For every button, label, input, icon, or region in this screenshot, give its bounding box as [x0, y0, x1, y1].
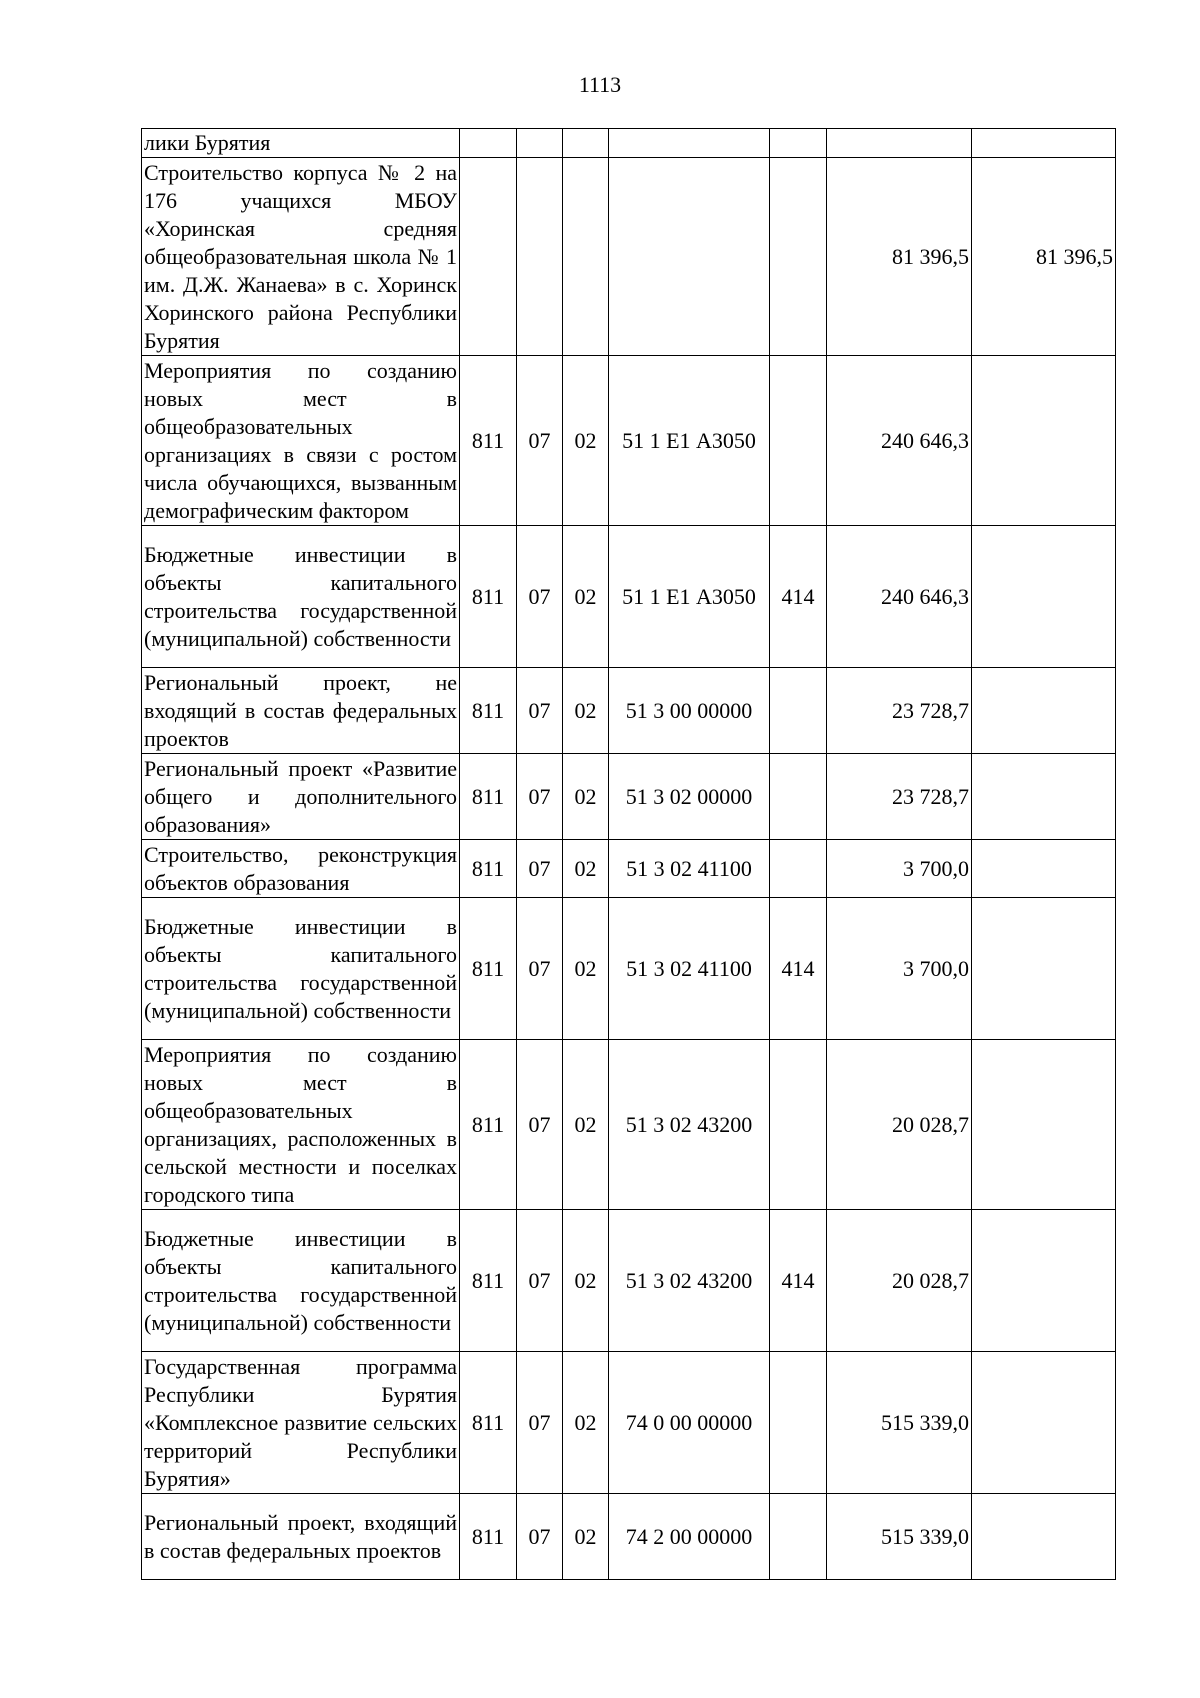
amount-cell: 3 700,0	[827, 840, 972, 898]
table-row	[142, 898, 1116, 1040]
amount-secondary-cell	[972, 526, 1116, 668]
amount-cell: 81 396,5	[827, 158, 972, 356]
subsection-code-cell: 02	[563, 754, 609, 840]
subsection-code-cell	[563, 129, 609, 158]
subsection-code-cell: 02	[563, 526, 609, 668]
ministry-code-cell: 811	[460, 754, 517, 840]
section-code-cell: 07	[517, 1210, 563, 1352]
ministry-code-cell: 811	[460, 356, 517, 526]
row-description-cell: лики Бурятия	[142, 129, 460, 158]
page-number: 1113	[578, 72, 622, 97]
budget-table	[141, 128, 1116, 1580]
amount-secondary-cell	[972, 1494, 1116, 1580]
amount-cell: 240 646,3	[827, 356, 972, 526]
subsection-code-cell: 02	[563, 1040, 609, 1210]
expense-type-cell: 414	[770, 1210, 827, 1352]
amount-cell: 515 339,0	[827, 1352, 972, 1494]
expense-type-cell	[770, 754, 827, 840]
target-article-cell	[609, 129, 770, 158]
table-row	[142, 129, 1116, 158]
row-description-cell: Мероприятия по созданию новых мест в общеобразовательных организациях в связи с ростом числа обучающихся, вызванным демографическим фактором	[142, 356, 460, 526]
amount-secondary-cell	[972, 840, 1116, 898]
table-row	[142, 668, 1116, 754]
target-article-cell: 51 3 02 43200	[609, 1210, 770, 1352]
target-article-cell: 51 1 E1 А3050	[609, 526, 770, 668]
amount-cell: 3 700,0	[827, 898, 972, 1040]
section-code-cell	[517, 158, 563, 356]
target-article-cell: 51 3 02 43200	[609, 1040, 770, 1210]
row-description-cell: Региональный проект, не входящий в состав федеральных проектов	[142, 668, 460, 754]
amount-secondary-cell	[972, 1210, 1116, 1352]
table-row	[142, 526, 1116, 668]
amount-cell	[827, 129, 972, 158]
amount-cell: 23 728,7	[827, 668, 972, 754]
row-description-cell: Мероприятия по созданию новых мест в общеобразовательных организациях, расположенных в сельской местности и поселках городского типа	[142, 1040, 460, 1210]
subsection-code-cell: 02	[563, 668, 609, 754]
amount-secondary-cell	[972, 754, 1116, 840]
target-article-cell: 51 3 00 00000	[609, 668, 770, 754]
table-row	[142, 754, 1116, 840]
amount-cell: 240 646,3	[827, 526, 972, 668]
section-code-cell: 07	[517, 754, 563, 840]
target-article-cell: 74 0 00 00000	[609, 1352, 770, 1494]
target-article-cell: 51 1 E1 А3050	[609, 356, 770, 526]
table-row	[142, 1040, 1116, 1210]
amount-secondary-cell	[972, 356, 1116, 526]
expense-type-cell	[770, 1494, 827, 1580]
expense-type-cell	[770, 158, 827, 356]
expense-type-cell	[770, 668, 827, 754]
section-code-cell: 07	[517, 526, 563, 668]
expense-type-cell	[770, 1040, 827, 1210]
ministry-code-cell: 811	[460, 840, 517, 898]
amount-secondary-cell	[972, 1352, 1116, 1494]
section-code-cell: 07	[517, 840, 563, 898]
section-code-cell: 07	[517, 1040, 563, 1210]
table-row	[142, 1352, 1116, 1494]
ministry-code-cell: 811	[460, 1210, 517, 1352]
amount-secondary-cell	[972, 129, 1116, 158]
amount-cell: 20 028,7	[827, 1040, 972, 1210]
amount-cell: 515 339,0	[827, 1494, 972, 1580]
ministry-code-cell: 811	[460, 1040, 517, 1210]
section-code-cell	[517, 129, 563, 158]
row-description-cell: Бюджетные инвестиции в объекты капитального строительства государственной (муниципальной) собственности	[142, 898, 460, 1040]
section-code-cell: 07	[517, 356, 563, 526]
ministry-code-cell	[460, 158, 517, 356]
amount-secondary-cell	[972, 668, 1116, 754]
subsection-code-cell: 02	[563, 1352, 609, 1494]
table-body	[142, 129, 1116, 1580]
amount-cell: 23 728,7	[827, 754, 972, 840]
ministry-code-cell: 811	[460, 668, 517, 754]
target-article-cell: 74 2 00 00000	[609, 1494, 770, 1580]
table-row	[142, 158, 1116, 356]
ministry-code-cell: 811	[460, 1494, 517, 1580]
amount-cell: 20 028,7	[827, 1210, 972, 1352]
section-code-cell: 07	[517, 1352, 563, 1494]
expense-type-cell	[770, 840, 827, 898]
expense-type-cell: 414	[770, 526, 827, 668]
expense-type-cell	[770, 129, 827, 158]
row-description-cell: Региональный проект, входящий в состав федеральных проектов	[142, 1494, 460, 1580]
target-article-cell: 51 3 02 41100	[609, 898, 770, 1040]
section-code-cell: 07	[517, 668, 563, 754]
table-row	[142, 840, 1116, 898]
row-description-cell: Строительство корпуса № 2 на 176 учащихся МБОУ «Хоринская средняя общеобразовательная школа № 1 им. Д.Ж. Жанаева» в с. Хоринск Хоринского района Республики Бурятия	[142, 158, 460, 356]
subsection-code-cell: 02	[563, 898, 609, 1040]
table-row	[142, 356, 1116, 526]
row-description-cell: Строительство, реконструкция объектов образования	[142, 840, 460, 898]
ministry-code-cell: 811	[460, 1352, 517, 1494]
amount-secondary-cell	[972, 1040, 1116, 1210]
expense-type-cell	[770, 356, 827, 526]
table-row	[142, 1494, 1116, 1580]
amount-secondary-cell: 81 396,5	[972, 158, 1116, 356]
amount-secondary-cell	[972, 898, 1116, 1040]
expense-type-cell	[770, 1352, 827, 1494]
row-description-cell: Бюджетные инвестиции в объекты капитального строительства государственной (муниципальной) собственности	[142, 526, 460, 668]
ministry-code-cell: 811	[460, 526, 517, 668]
target-article-cell: 51 3 02 41100	[609, 840, 770, 898]
expense-type-cell: 414	[770, 898, 827, 1040]
subsection-code-cell: 02	[563, 1210, 609, 1352]
ministry-code-cell	[460, 129, 517, 158]
section-code-cell: 07	[517, 1494, 563, 1580]
row-description-cell: Региональный проект «Развитие общего и дополнительного образования»	[142, 754, 460, 840]
target-article-cell: 51 3 02 00000	[609, 754, 770, 840]
row-description-cell: Бюджетные инвестиции в объекты капитального строительства государственной (муниципальной) собственности	[142, 1210, 460, 1352]
subsection-code-cell: 02	[563, 1494, 609, 1580]
row-description-cell: Государственная программа Республики Бурятия «Комплексное развитие сельских территорий Республики Бурятия»	[142, 1352, 460, 1494]
subsection-code-cell	[563, 158, 609, 356]
subsection-code-cell: 02	[563, 356, 609, 526]
section-code-cell: 07	[517, 898, 563, 1040]
target-article-cell	[609, 158, 770, 356]
ministry-code-cell: 811	[460, 898, 517, 1040]
table-row	[142, 1210, 1116, 1352]
subsection-code-cell: 02	[563, 840, 609, 898]
